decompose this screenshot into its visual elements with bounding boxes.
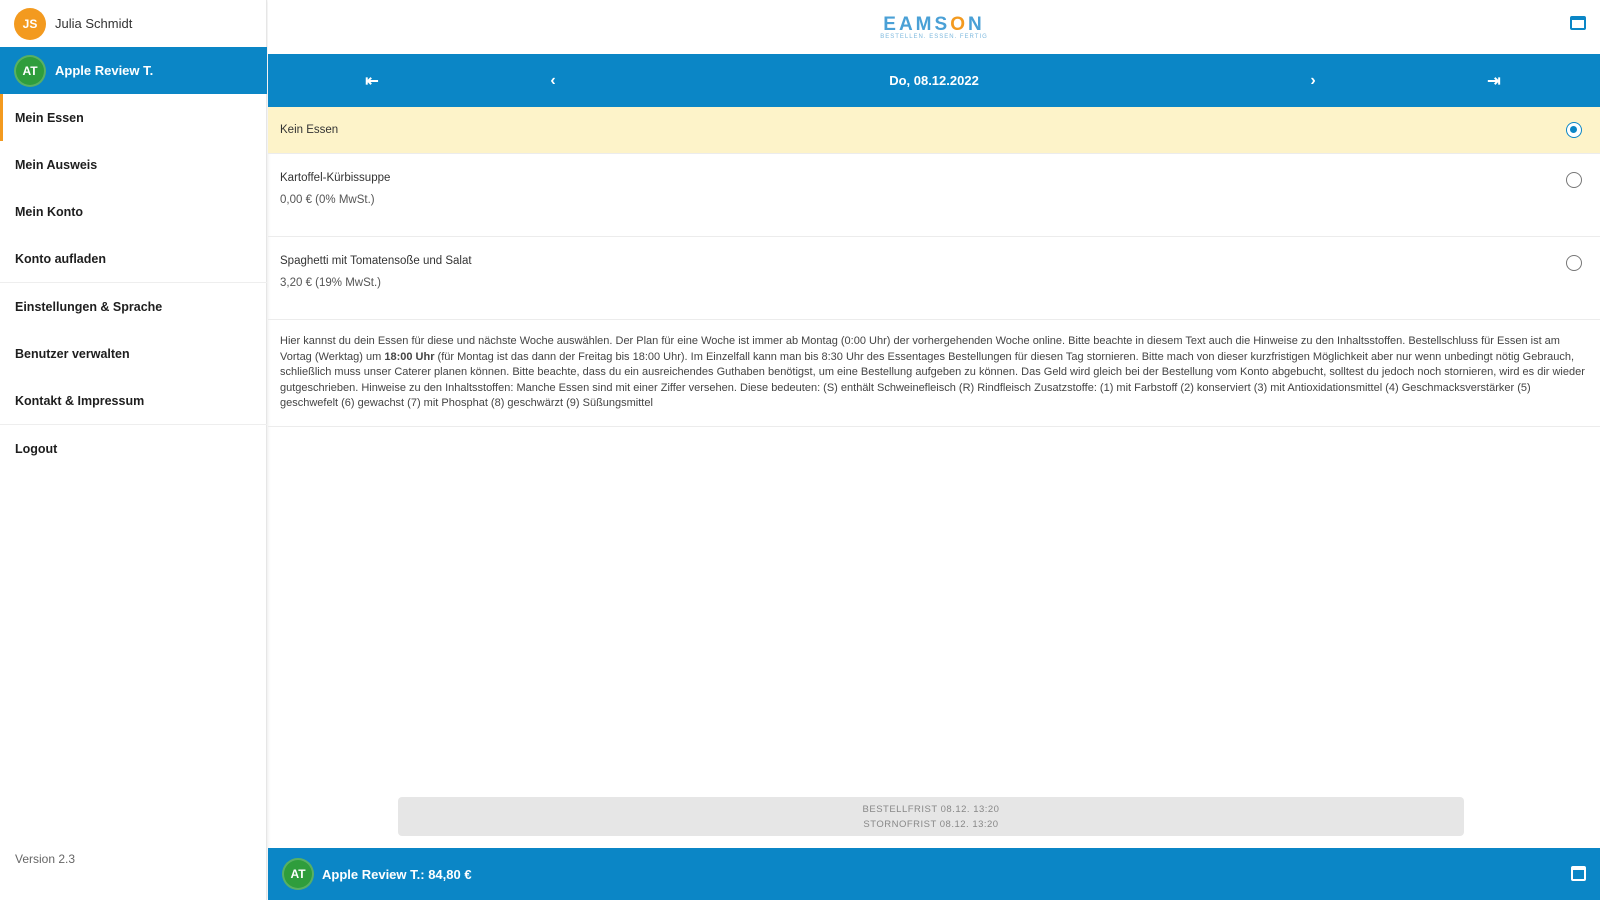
meal-name: Kein Essen [280, 124, 339, 136]
calendar-icon[interactable] [1570, 16, 1586, 30]
menu-item-logout[interactable]: Logout [15, 441, 58, 456]
meal-name: Kartoffel-Kürbissuppe [280, 172, 391, 184]
menu-item-konto-aufladen[interactable]: Konto aufladen [15, 251, 106, 266]
next-day-button[interactable]: › [1310, 71, 1316, 89]
app-logo: EAMSON BESTELLEN. ESSEN. FERTIG [880, 14, 988, 40]
sidebar-menu [0, 94, 267, 472]
first-day-button[interactable]: ⇤ [365, 72, 379, 90]
last-day-button[interactable]: ⇥ [1487, 72, 1501, 90]
meal-name: Spaghetti mit Tomatensoße und Salat [280, 255, 472, 267]
menu-item-kontakt-impressum[interactable]: Kontakt & Impressum [15, 393, 145, 408]
date-navigation-bar [268, 54, 1600, 107]
menu-item-benutzer-verwalten[interactable]: Benutzer verwalten [15, 346, 130, 361]
menu-item-mein-ausweis[interactable]: Mein Ausweis [15, 157, 98, 172]
prev-day-button[interactable]: ‹ [550, 71, 556, 89]
meal-option-none[interactable] [268, 107, 1600, 154]
account-balance: Apple Review T.: 84,80 € [322, 866, 472, 882]
radio-unselected[interactable] [1566, 172, 1582, 188]
cancel-deadline: STORNOFRIST 08.12. 13:20 [863, 818, 999, 830]
menu-item-mein-konto[interactable]: Mein Konto [15, 204, 84, 219]
deadline-panel [398, 797, 1464, 836]
radio-unselected[interactable] [1566, 255, 1582, 271]
info-text: Hier kannst du dein Essen für diese und nächste Woche auswählen. Der Plan für eine Woche ist immer ab Montag (0:00 Uhr) der vorhergehenden Woche online. Bitte beachte in diesem Text auch die Hinweise zu den Inhaltsstoffen. Bestellschluss für Essen ist am Vortag (Werktag) um 18:00 Uhr (für Montag ist das dann der Freitag bis 18:00 Uhr). Im Einzelfall kann man bis 8:30 Uhr des Essentages Bestellungen für diesen Tag stornieren. Bitte mach von dieser kurzfristigen Möglichkeit aber nur wenn unbedingt nötig Gebrauch, schließlich muss unser Caterer planen können. Bitte beachte, dass du ein ausreichendes Guthaben benötigst, um eine Bestellung aufgeben zu können. Das Geld wird gleich bei der Bestellung vom Konto abgebucht, solltest du jedoch noch stornieren, wird es dir wieder gutgeschrieben. Hinweise zu den Inhaltsstoffen: Manche Essen sind mit einer Ziffer versehen. Diese bedeuten: (S) enthält Schweinefleisch (R) Rindfleisch Zusatzstoffe: (1) mit Farbstoff (2) konserviert (3) mit Antioxidationsmittel (4) Geschmacksverstärker (5) geschwefelt (6) gewachst (7) mit Phosphat (8) geschwärzt (9) Süßungsmittel [268, 320, 1600, 427]
user-row-julia[interactable] [0, 0, 267, 47]
user-name: Apple Review T. [55, 63, 154, 78]
radio-selected[interactable] [1566, 122, 1582, 138]
order-deadline: BESTELLFRIST 08.12. 13:20 [862, 803, 1000, 815]
main-content [268, 0, 1600, 900]
meal-price: 0,00 € (0% MwSt.) [280, 194, 375, 206]
current-date: Do, 08.12.2022 [889, 73, 979, 88]
meal-price: 3,20 € (19% MwSt.) [280, 277, 381, 289]
meal-option[interactable] [268, 237, 1600, 320]
avatar: AT [14, 55, 46, 87]
sidebar [0, 0, 267, 900]
calendar-icon[interactable] [1571, 866, 1586, 881]
account-footer[interactable] [268, 848, 1600, 900]
user-name: Julia Schmidt [55, 16, 133, 31]
menu-item-einstellungen[interactable]: Einstellungen & Sprache [15, 299, 163, 314]
version-label: Version 2.3 [15, 852, 76, 866]
top-bar [268, 0, 1600, 54]
avatar: JS [14, 8, 46, 40]
menu-item-mein-essen[interactable]: Mein Essen [0, 94, 267, 141]
avatar: AT [282, 858, 314, 890]
meal-option[interactable] [268, 154, 1600, 237]
user-row-apple-review[interactable] [0, 47, 267, 94]
